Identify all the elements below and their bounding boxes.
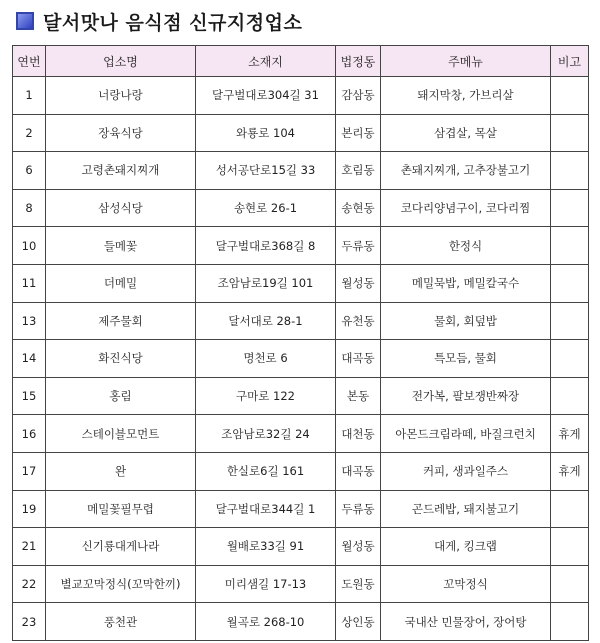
cell-menu: 코다리양념구이, 코다리찜 <box>381 189 551 227</box>
header-no: 연번 <box>13 46 46 77</box>
cell-address: 달서대로 28-1 <box>196 302 336 340</box>
cell-dong: 본리동 <box>336 114 381 152</box>
cell-address: 구마로 122 <box>196 377 336 415</box>
cell-dong: 송현동 <box>336 189 381 227</box>
cell-dong: 도원동 <box>336 565 381 603</box>
header-address: 소재지 <box>196 46 336 77</box>
title-bar <box>16 6 302 36</box>
cell-no: 14 <box>13 340 46 378</box>
table-row <box>13 603 589 641</box>
cell-note <box>551 528 589 566</box>
cell-dong: 호림동 <box>336 152 381 190</box>
cell-dong: 유천동 <box>336 302 381 340</box>
cell-dong: 감삼동 <box>336 77 381 115</box>
cell-menu: 촌돼지찌개, 고추장불고기 <box>381 152 551 190</box>
cell-note <box>551 603 589 641</box>
cell-dong: 두류동 <box>336 490 381 528</box>
cell-no: 17 <box>13 452 46 490</box>
cell-name: 홍림 <box>46 377 196 415</box>
cell-no: 19 <box>13 490 46 528</box>
cell-dong: 상인동 <box>336 603 381 641</box>
cell-address: 월곡로 268-10 <box>196 603 336 641</box>
cell-note <box>551 114 589 152</box>
cell-dong: 월성동 <box>336 528 381 566</box>
cell-note <box>551 227 589 265</box>
cell-name: 더메밀 <box>46 264 196 302</box>
cell-no: 23 <box>13 603 46 641</box>
cell-menu: 아몬드크림라떼, 바질크런치 <box>381 415 551 453</box>
table-row <box>13 415 589 453</box>
table-row <box>13 528 589 566</box>
cell-note <box>551 152 589 190</box>
restaurant-table <box>12 45 589 641</box>
cell-no: 21 <box>13 528 46 566</box>
cell-menu: 메밀묵밥, 메밀칼국수 <box>381 264 551 302</box>
table-row <box>13 452 589 490</box>
cell-note <box>551 377 589 415</box>
cell-no: 15 <box>13 377 46 415</box>
header-name: 업소명 <box>46 46 196 77</box>
cell-address: 달구벌대로368길 8 <box>196 227 336 265</box>
header-dong: 법정동 <box>336 46 381 77</box>
cell-menu: 삼겹살, 목살 <box>381 114 551 152</box>
cell-name: 신기룡대게나라 <box>46 528 196 566</box>
page-title: 달서맛나 음식점 신규지정업소 <box>43 11 303 34</box>
cell-menu: 전가복, 팔보쟁반짜장 <box>381 377 551 415</box>
cell-name: 별교꼬막정식(꼬막한끼) <box>46 565 196 603</box>
cell-address: 송현로 26-1 <box>196 189 336 227</box>
cell-no: 11 <box>13 264 46 302</box>
cell-address: 한실로6길 161 <box>196 452 336 490</box>
cell-note <box>551 340 589 378</box>
cell-name: 풍천관 <box>46 603 196 641</box>
cell-name: 제주물회 <box>46 302 196 340</box>
cell-no: 10 <box>13 227 46 265</box>
cell-address: 조암남로19길 101 <box>196 264 336 302</box>
cell-dong: 월성동 <box>336 264 381 302</box>
cell-menu: 물회, 회덮밥 <box>381 302 551 340</box>
cell-no: 8 <box>13 189 46 227</box>
cell-address: 명천로 6 <box>196 340 336 378</box>
cell-note: 휴게 <box>551 452 589 490</box>
table-header-row <box>13 46 589 77</box>
cell-name: 너랑나랑 <box>46 77 196 115</box>
table-row <box>13 264 589 302</box>
cell-no: 6 <box>13 152 46 190</box>
cell-address: 미리샘길 17-13 <box>196 565 336 603</box>
cell-address: 월배로33길 91 <box>196 528 336 566</box>
cell-menu: 한정식 <box>381 227 551 265</box>
cell-name: 들메꽃 <box>46 227 196 265</box>
cell-address: 조암남로32길 24 <box>196 415 336 453</box>
cell-no: 1 <box>13 77 46 115</box>
cell-name: 삼성식당 <box>46 189 196 227</box>
cell-no: 16 <box>13 415 46 453</box>
header-menu: 주메뉴 <box>381 46 551 77</box>
table-row <box>13 114 589 152</box>
cell-menu: 커피, 생과일주스 <box>381 452 551 490</box>
cell-address: 달구벌대로304길 31 <box>196 77 336 115</box>
cell-menu: 국내산 민물장어, 장어탕 <box>381 603 551 641</box>
header-note: 비고 <box>551 46 589 77</box>
cell-note: 휴게 <box>551 415 589 453</box>
table-row <box>13 377 589 415</box>
cell-dong: 대곡동 <box>336 340 381 378</box>
cell-name: 화진식당 <box>46 340 196 378</box>
cell-no: 2 <box>13 114 46 152</box>
cell-dong: 본동 <box>336 377 381 415</box>
cell-address: 성서공단로15길 33 <box>196 152 336 190</box>
cell-name: 완 <box>46 452 196 490</box>
cell-menu: 특모듬, 물회 <box>381 340 551 378</box>
cell-note <box>551 264 589 302</box>
table-row <box>13 302 589 340</box>
cell-menu: 대게, 킹크랩 <box>381 528 551 566</box>
cell-dong: 대천동 <box>336 415 381 453</box>
cell-no: 22 <box>13 565 46 603</box>
square-bullet-icon <box>16 12 34 30</box>
table-row <box>13 77 589 115</box>
cell-name: 메밀꽃필무렵 <box>46 490 196 528</box>
cell-note <box>551 302 589 340</box>
cell-menu: 돼지막창, 가브리살 <box>381 77 551 115</box>
table-row <box>13 152 589 190</box>
table-row <box>13 189 589 227</box>
cell-note <box>551 490 589 528</box>
cell-menu: 곤드레밥, 돼지불고기 <box>381 490 551 528</box>
cell-address: 달구벌대로344길 1 <box>196 490 336 528</box>
cell-dong: 대곡동 <box>336 452 381 490</box>
table-row <box>13 565 589 603</box>
cell-menu: 꼬막정식 <box>381 565 551 603</box>
table-row <box>13 490 589 528</box>
cell-note <box>551 565 589 603</box>
cell-name: 스테이블모먼트 <box>46 415 196 453</box>
cell-name: 장육식당 <box>46 114 196 152</box>
cell-note <box>551 189 589 227</box>
cell-no: 13 <box>13 302 46 340</box>
table-row <box>13 340 589 378</box>
table-row <box>13 227 589 265</box>
cell-note <box>551 77 589 115</box>
cell-dong: 두류동 <box>336 227 381 265</box>
cell-address: 와룡로 104 <box>196 114 336 152</box>
cell-name: 고령촌돼지찌개 <box>46 152 196 190</box>
